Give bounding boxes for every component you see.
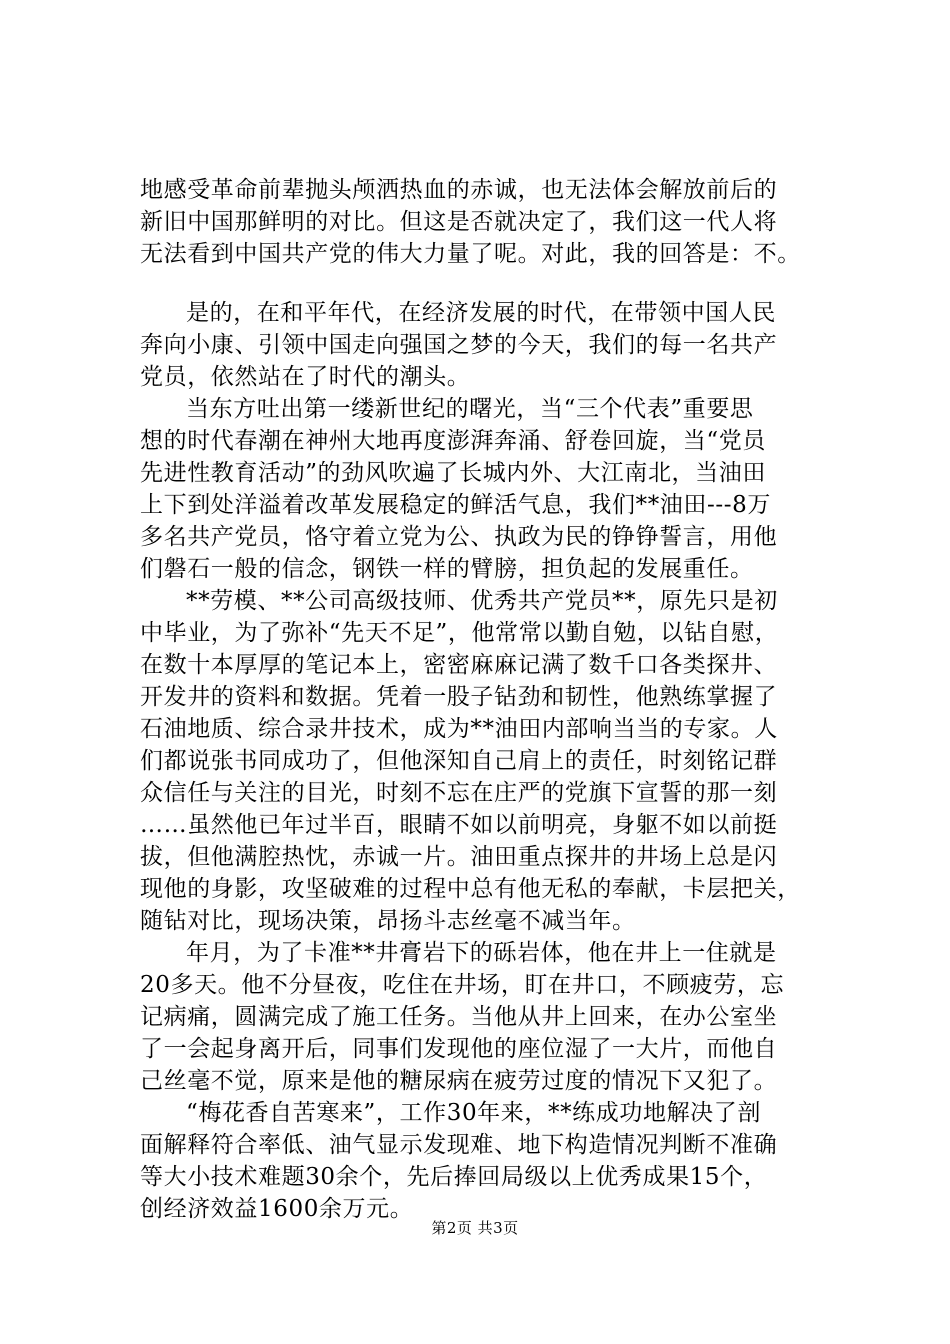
- text-line: 党员，依然站在了时代的潮头。: [140, 364, 471, 390]
- text-line: 己丝毫不觉，原来是他的糖尿病在疲劳过度的情况下又犯了。: [140, 1068, 778, 1094]
- text-line: 记病痛，圆满完成了施工任务。当他从井上回来，在办公室坐: [140, 1004, 778, 1030]
- text-line: “梅花香自苦寒来”，工作30年来，**练成功地解决了剖: [186, 1100, 761, 1126]
- text-line: 中毕业，为了弥补“先天不足”，他常常以勤自勉，以钻自慰，: [140, 620, 779, 646]
- text-line: 多名共产党员，恪守着立党为公、执政为民的铮铮誓言，用他: [140, 524, 778, 550]
- text-line: 们都说张书同成功了，但他深知自己肩上的责任，时刻铭记群: [140, 748, 778, 774]
- text-line: 众信任与关注的目光，时刻不忘在庄严的党旗下宣誓的那一刻: [140, 780, 778, 806]
- text-line: 地感受革命前辈抛头颅洒热血的赤诚，也无法体会解放前后的: [140, 177, 778, 203]
- text-line: 了一会起身离开后，同事们发现他的座位湿了一大片，而他自: [140, 1036, 778, 1062]
- text-line: **劳模、**公司高级技师、优秀共产党员**，原先只是初: [186, 588, 778, 614]
- page-footer: 第2页 共3页: [431, 1219, 519, 1237]
- text-line: 随钻对比，现场决策，昂扬斗志丝毫不减当年。: [140, 908, 636, 934]
- text-line: 当东方吐出第一缕新世纪的曙光，当“三个代表”重要思: [186, 396, 754, 422]
- text-line: 们磐石一般的信念，钢铁一样的臂膀，担负起的发展重任。: [140, 556, 754, 582]
- text-line: 先进性教育活动”的劲风吹遍了长城内外、大江南北，当油田: [140, 460, 766, 486]
- text-line: 是的，在和平年代，在经济发展的时代，在带领中国人民: [186, 300, 776, 326]
- text-line: 面解释符合率低、油气显示发现难、地下构造情况判断不准确: [140, 1132, 778, 1158]
- text-line: 创经济效益1600余万元。: [140, 1196, 414, 1222]
- text-line: 石油地质、综合录井技术，成为**油田内部响当当的专家。人: [140, 716, 778, 742]
- text-line: 开发井的资料和数据。凭着一股子钻劲和韧性，他熟练掌握了: [140, 684, 778, 710]
- text-line: 现他的身影，攻坚破难的过程中总有他无私的奉献，卡层把关，: [140, 876, 801, 902]
- text-line: 在数十本厚厚的笔记本上，密密麻麻记满了数千口各类探井、: [140, 652, 778, 678]
- text-line: 年月，为了卡准**井膏岩下的砾岩体，他在井上一住就是: [186, 940, 777, 966]
- text-line: 新旧中国那鲜明的对比。但这是否就决定了，我们这一代人将: [140, 209, 778, 235]
- text-line: 奔向小康、引领中国走向强国之梦的今天，我们的每一名共产: [140, 332, 778, 358]
- text-line: 20多天。他不分昼夜，吃住在井场，盯在井口，不顾疲劳，忘: [140, 972, 785, 998]
- text-line: 无法看到中国共产党的伟大力量了呢。对此，我的回答是：不。: [140, 241, 801, 267]
- text-line: 等大小技术难题30余个，先后捧回局级以上优秀成果15个，: [140, 1164, 768, 1190]
- text-line: 想的时代春潮在神州大地再度澎湃奔涌、舒卷回旋，当“党员: [140, 428, 766, 454]
- text-line: ……虽然他已年过半百，眼睛不如以前明亮，身躯不如以前挺: [140, 812, 778, 838]
- text-line: 上下到处洋溢着改革发展稳定的鲜活气息，我们**油田---8万: [140, 492, 771, 518]
- text-line: 拔，但他满腔热忱，赤诚一片。油田重点探井的井场上总是闪: [140, 844, 778, 870]
